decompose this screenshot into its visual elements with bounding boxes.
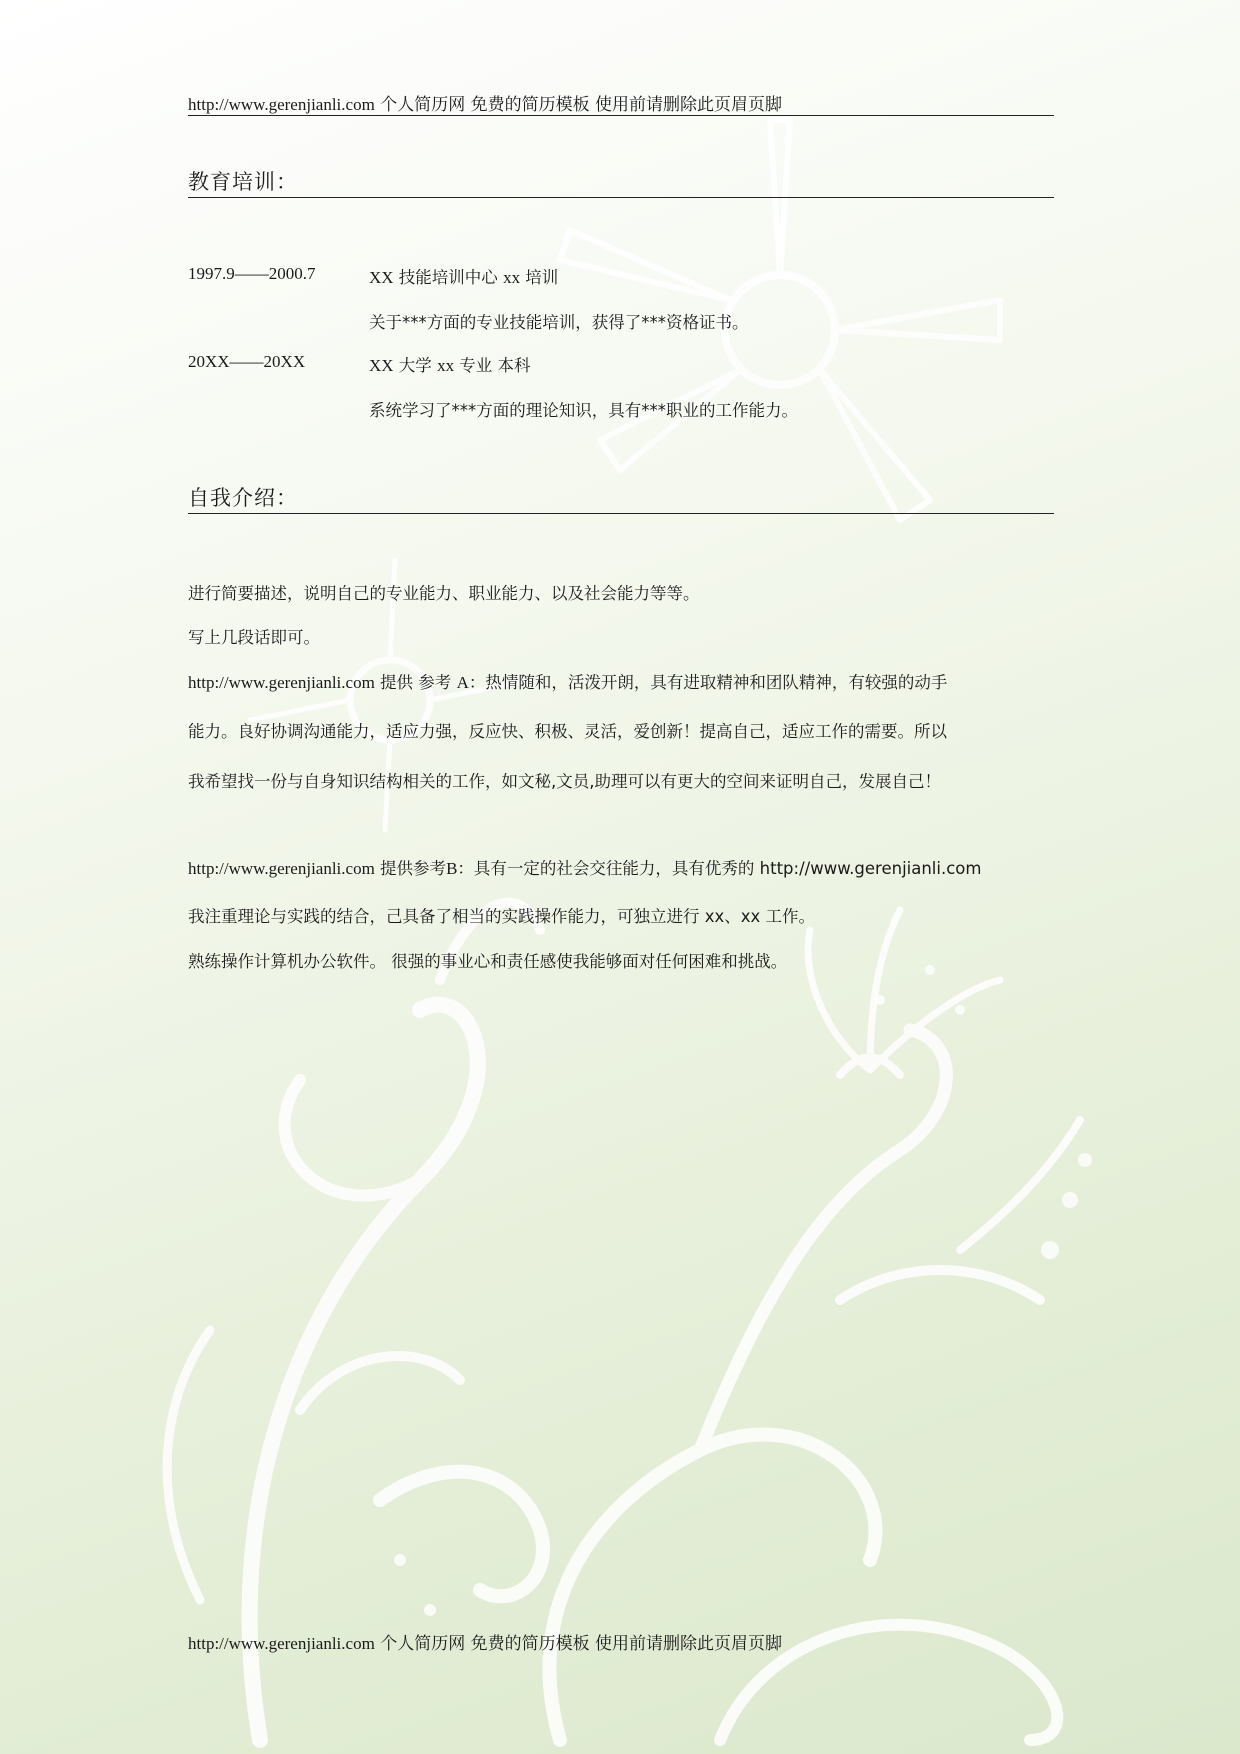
reference-b-url-2[interactable]: http://www.gerenjianli.com	[759, 859, 982, 878]
intro-reference-b-line-3: 熟练操作计算机办公软件。 很强的事业心和责任感使我能够面对任何困难和挑战。	[188, 952, 788, 971]
education-entry-1-title: XX 技能培训中心 xx 培训	[369, 268, 559, 287]
intro-reference-b-line-1: http://www.gerenjianli.com 提供参考B：具有一定的社会交往能力，具有优秀的 http://www.gerenjianli.com	[188, 859, 982, 878]
header-divider	[188, 115, 1054, 116]
intro-reference-b-line-2: 我注重理论与实践的结合，己具备了相当的实践操作能力，可独立进行 xx、xx 工作。	[188, 907, 816, 926]
education-period-1: 1997.9——2000.7	[188, 264, 316, 283]
page-footer	[188, 1629, 782, 1654]
footer-url[interactable]: http://www.gerenjianli.com	[188, 1634, 375, 1653]
intro-reference-a-line-2: 能力。良好协调沟通能力，适应力强，反应快、积极、灵活，爱创新！提高自己，适应工作的需要。所以	[188, 722, 947, 741]
education-entry-2-title: XX 大学 xx 专业 本科	[369, 356, 531, 375]
reference-a-url[interactable]: http://www.gerenjianli.com	[188, 673, 375, 692]
education-section-title: 教育培训：	[188, 170, 298, 194]
footer-text: 个人简历网 免费的简历模板 使用前请删除此页眉页脚	[374, 1634, 783, 1654]
header-text: 个人简历网 免费的简历模板 使用前请删除此页眉页脚	[374, 95, 783, 115]
intro-paragraph-1: 进行简要描述，说明自己的专业能力、职业能力、以及社会能力等等。	[188, 584, 700, 603]
header-url[interactable]: http://www.gerenjianli.com	[188, 95, 375, 114]
intro-reference-a-line-1: http://www.gerenjianli.com 提供 参考 A：热情随和，活泼开朗，具有进取精神和团队精神，有较强的动手	[188, 673, 948, 692]
page-header	[188, 90, 782, 115]
intro-paragraph-2: 写上几段话即可。	[188, 628, 320, 647]
reference-b-url[interactable]: http://www.gerenjianli.com	[188, 859, 375, 878]
education-entry-1-detail: 关于***方面的专业技能培训，获得了***资格证书。	[369, 313, 749, 332]
intro-section-title: 自我介绍：	[188, 486, 298, 510]
education-entry-2-detail: 系统学习了***方面的理论知识，具有***职业的工作能力。	[369, 401, 798, 420]
education-period-2: 20XX——20XX	[188, 352, 306, 371]
intro-reference-a-line-3: 我希望找一份与自身知识结构相关的工作，如文秘,文员,助理可以有更大的空间来证明自己，发展自己！	[188, 772, 941, 791]
intro-divider	[188, 513, 1054, 514]
education-divider	[188, 197, 1054, 198]
